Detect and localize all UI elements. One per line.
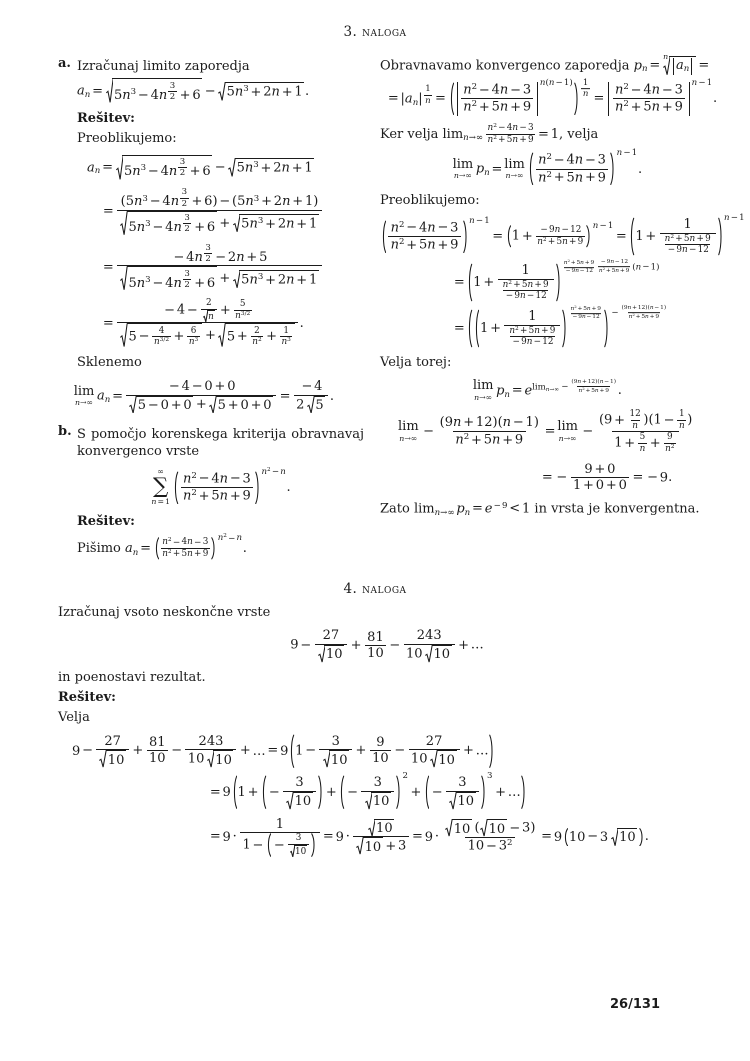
task-3a-body — [73, 56, 364, 421]
task-3b-solution-label: Rešitev: — [77, 513, 135, 529]
derivation-line: an = $5n^3 - 4n$ $^{\frac{3}{2}}$ + 6 − $5n^3 + 2n + 1$ — [87, 155, 364, 181]
derivation-line: 9 − $\frac{27}{10}$ + $\frac{81}{10}$ − 243 10 10 + … = 9 1 − $\frac{3}{10}$ + $\frac{9}{10}$ − 27 10 10 + … — [72, 734, 716, 769]
velja-torej-label: Velja torej: — [380, 354, 452, 370]
conclusion-line: Zato limn→∞ pn = $e^{-9} < 1$ in vrsta je konvergentna. — [380, 500, 700, 518]
task-3b-pisimo: Pišimo an = $\frac{n^2-4n-3}{n^2+5n+9}$ $n^2-n$ . — [77, 533, 247, 560]
root-test-expansion: = |an| $^{\frac{1}{n}}$ = $\frac{n^2 - 4n - 3}{n^2 + 5n + 9}$ n(n−1) $\frac{1}{n}$ = $\frac{n^2 - 4n - 3}{n^2 + 5n + 9}$ n−1 . — [387, 78, 718, 116]
task-3b-marker: b. — [58, 424, 72, 440]
task-4-velja: Velja — [58, 709, 90, 725]
derivation-line: = − 4 − $\frac{2}{n}$ + $\frac{5}{n^{3/2}}$ 5 − $\frac{4}{n^{3/2}}$ + $\frac{6}{n^3}$ + 5 + $\frac{2}{n^2}$ + $\frac{1}{n^3}$ . — [102, 298, 304, 348]
page-number: 26/131 — [610, 997, 660, 1012]
task-4-prompt2: in poenostavi rezultat. — [58, 669, 206, 685]
task-3a-marker: a. — [58, 55, 71, 71]
ker-velja-line: Ker velja limn→∞ $\frac{n^2-4n-3}{n^2+5n+9}$ = 1, velja — [380, 122, 599, 145]
task-3a-step-intro: Preoblikujemo: — [77, 130, 177, 146]
derivation-line: = 1 + $\frac{1}{\frac{n^2+5n+9}{-9n-12}}$ $\frac{n^2+5n+9}{-9n-12}$ $\frac{-9n-12}{n^2+5n+9}$ (n−1) — [453, 258, 660, 302]
right-step-intro: Preoblikujemo: — [380, 193, 480, 209]
task-3a-sequence-formula: an = $5n^3 - 4n$ $^{\frac{3}{2}}$ + 6 − $5n^3 + 2n + 1$ . — [77, 78, 364, 104]
e-limit-display: lim n→∞ pn = $e^{limn\to\infty - \frac{(9n+12)(n-1)}{n^2+5n+9}}$ . — [472, 378, 622, 402]
limit-display: lim n→∞ pn = lim n→∞ $\frac{n^2 - 4n - 3}{n^2 + 5n + 9}$ n−1 . — [452, 148, 643, 186]
task-4 — [58, 605, 716, 858]
task-3a-limit-result: lim n→∞ an = − 4 − 0 + 0 5 − 0 + 0 + 5 + 0 + 0 = − 4 2 5 . — [73, 378, 334, 413]
task-3a-conclusion-intro: Sklenemo — [77, 355, 142, 371]
task-4-prompt: Izračunaj vsoto neskončne vrste — [58, 604, 271, 620]
derivation-line: = ($5n^3 - 4n$ $^{\frac{3}{2}}$ + $6) - (5n^3 + 2n + 1)$ $5n^3 - 4n$ $^{\frac{3}{2}}$ + 6 + $5n^3 + 2n + 1$ — [101, 187, 364, 235]
derivation-line: $\frac{n^2 - 4n - 3}{n^2 + 5n + 9}$ n−1 = 1 + $\frac{-9n-12}{n^2+5n+9}$ n−1 = 1 + $\frac{1}{\frac{n^2+5n+9}{-9n-12}}$ n−1 — [380, 217, 716, 256]
root-test-intro: Obravnavamo konvergenco zaporedja pn = n an = — [380, 51, 710, 75]
section-3-heading: 3. naloga — [343, 24, 407, 40]
derivation-line: = − 4n $^{\frac{3}{2}}$ − 2n + 5 $5n^3 - 4n$ $^{\frac{3}{2}}$ + 6 + $5n^3 + 2n + 1$ — [101, 243, 364, 291]
section-4-heading: 4. naloga — [343, 581, 407, 598]
limit-calc-line: lim n→∞ − $\frac{(9n + 12)(n - 1)}{n^2 + 5n + 9}$ = lim n→∞ − (9 + $\frac{12}{n}$ )(1 − $\frac{1}{n}$ ) 1 + $\frac{5}{n}$ + $\frac{9}{n^2}$ — [398, 408, 693, 454]
task-3b-body — [77, 424, 364, 567]
right-column — [380, 51, 745, 572]
task-3b-series-formula: ∞ ∑ n=1 $\frac{n^2 - 4n - 3}{n^2 + 5n + 9}$ $n^2-n$ . — [151, 466, 291, 506]
derivation-line: = 9 1 + − $\frac{3}{10}$ + − $\frac{3}{10}$ 2 + − $\frac{3}{10}$ 3 + … — [208, 775, 716, 809]
derivation-line: = 9 · 1 1 − − $\frac{3}{10}$ = 9 · 10 10 + 3 = 9 · 10 ( 10 − 3) $10 - 3^2$ = 9 10 − 3 10 . — [209, 816, 649, 857]
task-3a-prompt: Izračunaj limito zaporedja — [77, 58, 250, 74]
task-4-solution-label: Rešitev: — [58, 689, 116, 705]
task-3b — [58, 424, 364, 567]
task-4-series: 9 − $\frac{27}{10}$ + $\frac{81}{10}$ − 243 10 10 + … — [290, 628, 484, 663]
two-column-layout — [58, 51, 745, 572]
derivation-line: = 1 + $\frac{1}{\frac{n^2+5n+9}{-9n-12}}$ $\frac{n^2+5n+9}{-9n-12}$ − $\frac{(9n+12)(n-1)}{n^2+5n+9}$ — [453, 304, 667, 348]
limit-calc-line: = − $\frac{9 + 0}{1 + 0 + 0}$ = − 9. — [541, 461, 673, 494]
task-3a — [58, 56, 364, 421]
task-3b-prompt: S pomočjo korenskega kriterija obravnavaj konvergenco vrste — [77, 427, 364, 460]
left-column — [58, 56, 364, 572]
task-3a-solution-label: Rešitev: — [77, 110, 135, 126]
